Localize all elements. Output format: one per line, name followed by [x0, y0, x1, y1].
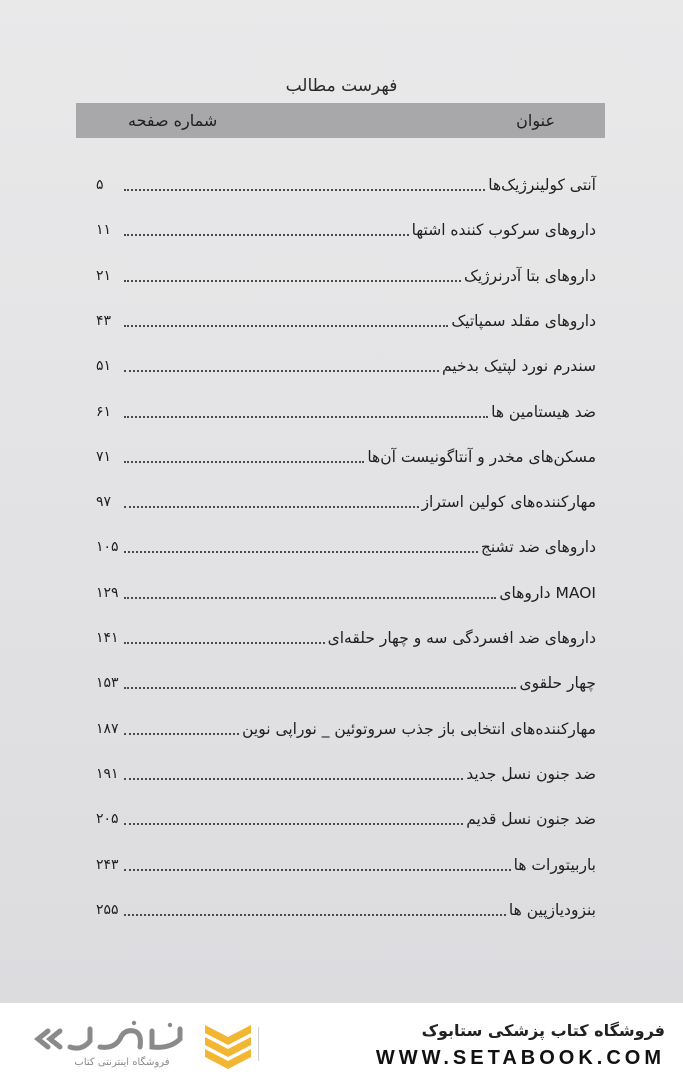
toc-entry[interactable]	[96, 710, 596, 740]
toc-entry-page-number: ۵۱	[96, 358, 112, 374]
title-column-header: عنوان	[516, 111, 555, 130]
toc-entry-title: بنزودیازپین ها	[508, 901, 596, 919]
toc-entry-page-number: ۴۳	[96, 313, 112, 329]
dot-leader	[124, 551, 478, 553]
toc-entry[interactable]	[96, 211, 596, 241]
toc-entry-title: داروهای ضد تشنج	[480, 538, 596, 556]
toc-entry[interactable]	[96, 800, 596, 830]
toc-entry[interactable]	[96, 393, 596, 423]
toc-entry[interactable]	[96, 528, 596, 558]
toc-entry[interactable]	[96, 347, 596, 377]
dot-leader	[124, 506, 419, 508]
footer-banner	[0, 1003, 683, 1079]
toc-entry-page-number: ۵	[96, 177, 104, 193]
toc-entry[interactable]	[96, 574, 596, 604]
shop-url[interactable]: WWW.SETABOOK.COM	[375, 1047, 665, 1069]
toc-entry-title: باربیتورات ها	[513, 856, 596, 874]
toc-entry-page-number: ۱۸۷	[96, 721, 119, 737]
dot-leader	[124, 597, 496, 599]
footer-divider	[258, 1027, 259, 1061]
toc-entry-title: ضد جنون نسل قدیم	[466, 810, 596, 828]
dot-leader	[124, 869, 511, 871]
toc-entry-title: چهار حلقوی	[519, 674, 596, 692]
toc-entry-page-number: ۱۴۱	[96, 630, 119, 646]
chevron-stack-icon	[205, 1025, 251, 1069]
toc-entry-title: داروهای بتا آدرنرژیک	[463, 267, 596, 285]
toc-entry[interactable]	[96, 755, 596, 785]
dot-leader	[124, 325, 448, 327]
dot-leader	[124, 416, 488, 418]
toc-entry-title: سندرم نورد لپتیک بدخیم	[441, 357, 596, 375]
setabook-logo	[30, 1017, 255, 1071]
toc-entry-page-number: ۲۱	[96, 268, 112, 284]
toc-entry-page-number: ۱۵۳	[96, 675, 119, 691]
toc-entry-page-number: ۷۱	[96, 449, 112, 465]
dot-leader	[124, 823, 463, 825]
dot-leader	[124, 461, 364, 463]
toc-entry-title: آنتی کولینرژیک‌ها	[488, 176, 596, 194]
toc-entry-title: ضد هیستامین ها	[491, 403, 596, 421]
toc-entry-title: داروهای سرکوب کننده اشتها	[411, 221, 596, 239]
dot-leader	[124, 234, 409, 236]
toc-entry-page-number: ۹۷	[96, 494, 112, 510]
toc-entry-page-number: ۲۴۳	[96, 857, 119, 873]
toc-entry[interactable]	[96, 257, 596, 287]
toc-entry-title: مسکن‌های مخدر و آنتاگونیست آن‌ها	[367, 448, 596, 466]
toc-entry-title: مهارکننده‌های انتخابی باز جذب سروتوئین _ نوراپی نوین	[242, 720, 596, 738]
toc-entry[interactable]	[96, 438, 596, 468]
toc-entry-title: ضد جنون نسل جدید	[466, 765, 596, 783]
dot-leader	[124, 914, 506, 916]
toc-entry-title: مهارکننده‌های کولین استراز	[421, 493, 596, 511]
page-column-header: شماره صفحه	[128, 111, 218, 130]
toc-entry[interactable]	[96, 619, 596, 649]
toc-entry[interactable]	[96, 302, 596, 332]
dot-leader	[124, 778, 463, 780]
toc-entry-page-number: ۲۰۵	[96, 811, 119, 827]
page-title: فهرست مطالب	[285, 76, 398, 96]
toc-entry-page-number: ۲۵۵	[96, 902, 119, 918]
dot-leader	[124, 280, 461, 282]
toc-entry[interactable]	[96, 891, 596, 921]
toc-entry[interactable]	[96, 664, 596, 694]
dot-leader	[124, 733, 239, 735]
toc-entry-page-number: ۱۰۵	[96, 539, 119, 555]
toc-entry-page-number: ۱۹۱	[96, 766, 119, 782]
logo-caption: فروشگاه اینترنتی کتاب	[74, 1057, 170, 1068]
toc-entry-page-number: ۶۱	[96, 404, 112, 420]
dot-leader	[124, 189, 485, 191]
toc-entry[interactable]	[96, 483, 596, 513]
toc-entry-title: MAOI داروهای	[499, 584, 596, 602]
toc-entry-title: داروهای مقلد سمپاتیک	[451, 312, 596, 330]
dot-leader	[124, 642, 325, 644]
toc-entry[interactable]	[96, 166, 596, 196]
toc-entry-page-number: ۱۲۹	[96, 585, 119, 601]
setabook-wordmark-icon	[38, 1029, 180, 1048]
dot-leader	[124, 370, 439, 372]
dot-leader	[124, 687, 516, 689]
toc-entry-title: داروهای ضد افسردگی سه و چهار حلقه‌ای	[327, 629, 596, 647]
toc-entry[interactable]	[96, 846, 596, 876]
shop-name: فروشگاه کتاب پزشکی ستابوک	[421, 1021, 665, 1040]
toc-entry-page-number: ۱۱	[96, 222, 112, 238]
